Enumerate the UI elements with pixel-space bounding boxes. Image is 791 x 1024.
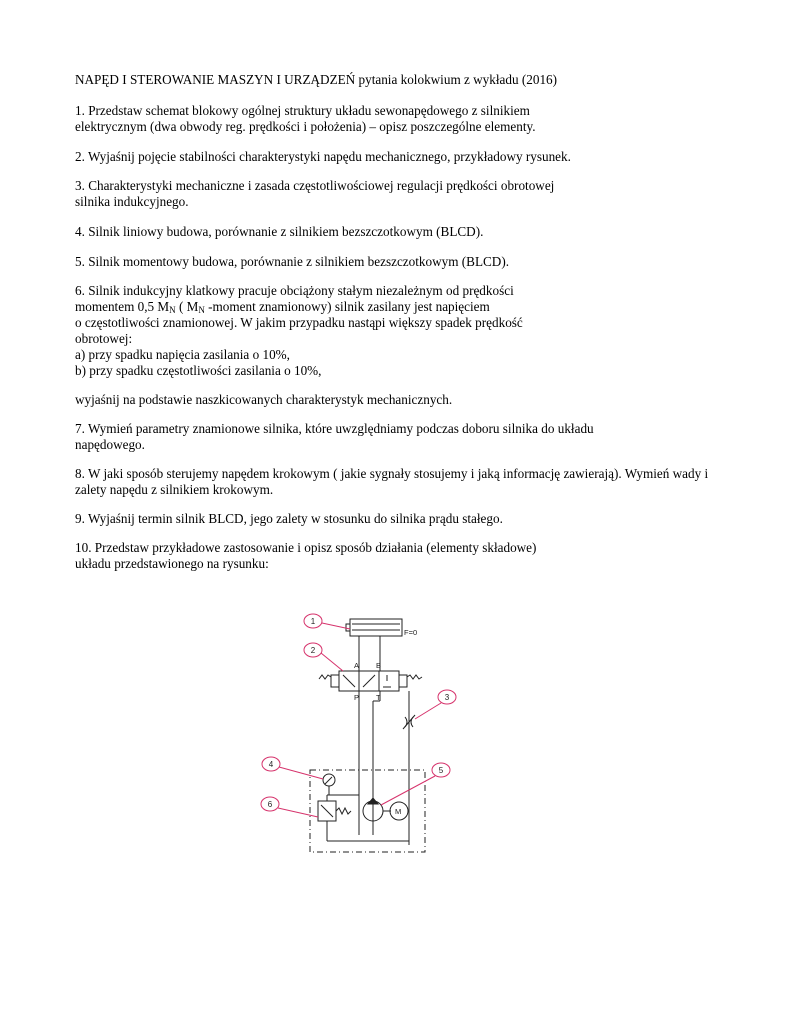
callout-6: 6 [267,800,273,809]
question-10-line-1: 10. Przedstaw przykładowe zastosowanie i opisz sposób działania (elementy składowe) [75,540,537,555]
motor-label: M [395,807,402,816]
q6-subscript-n2: N [198,305,205,315]
relief-valve-symbol [318,795,409,841]
question-5: 5. Silnik momentowy budowa, porównanie z silnikiem bezszczotkowym (BLCD). [75,254,510,269]
question-1-line-2: elektrycznym (dwa obwody reg. prędkości i położenia) – opisz poszczególne elementy. [75,119,536,134]
q6-text-a: momentem 0,5 M [75,299,170,314]
callout-1: 1 [310,617,316,626]
question-3-line-2: silnika indukcyjnego. [75,194,189,209]
question-6-line-3: o częstotliwości znamionowej. W jakim przypadku nastąpi większy spadek prędkość [75,315,523,330]
question-1-line-1: 1. Przedstaw schemat blokowy ogólnej struktury układu sewonapędowego z silnikiem [75,103,530,118]
question-8-line-2: zalety napędu z silnikiem krokowym. [75,482,274,497]
q6-text-b: ( M [175,299,199,314]
question-6-option-a: a) przy spadku napięcia zasilania o 10%, [75,347,290,362]
throttle-valve-symbol [403,691,415,845]
hydraulic-diagram [255,605,465,860]
question-7-line-2: napędowego. [75,437,145,452]
question-6-line-4: obrotowej: [75,331,133,346]
q6-text-c: -moment znamionowy) silnik zasilany jest napięciem [204,299,490,314]
document-title: NAPĘD I STEROWANIE MASZYN I URZĄDZEŃ pytania kolokwium z wykładu (2016) [75,72,558,87]
question-4: 4. Silnik liniowy budowa, porównanie z silnikiem bezszczotkowym (BLCD). [75,224,484,239]
pump-symbol [363,798,408,821]
callout-3: 3 [444,693,450,702]
question-10-line-2: układu przedstawionego na rysunku: [75,556,269,571]
callout-2: 2 [310,646,316,655]
question-9: 9. Wyjaśnij termin silnik BLCD, jego zalety w stosunku do silnika prądu stałego. [75,511,503,526]
callout-4: 4 [268,760,274,769]
q6-subscript-n1: N [169,305,176,315]
question-6-line-2 [75,299,490,315]
question-7-line-1: 7. Wymień parametry znamionowe silnika, które uwzględniamy podczas doboru silnika do układu [75,421,594,436]
question-6-option-b: b) przy spadku częstotliwości zasilania o 10%, [75,363,322,378]
port-a-label: A [354,661,360,670]
directional-valve-symbol [319,648,422,691]
force-label: F=0 [404,628,418,637]
port-t-label: T [376,693,381,702]
question-8-line-1: 8. W jaki sposób sterujemy napędem krokowym ( jakie sygnały stosujemy i jaką informację zawierają). Wymień wady i [75,466,709,481]
question-6-line-7: wyjaśnij na podstawie naszkicowanych charakterystyk mechanicznych. [75,392,453,407]
callout-5: 5 [438,766,444,775]
port-b-label: B [376,661,382,670]
port-p-label: P [354,693,360,702]
question-6-line-1: 6. Silnik indukcyjny klatkowy pracuje obciążony stałym niezależnym od prędkości [75,283,514,298]
cylinder-symbol [346,619,402,648]
question-3-line-1: 3. Charakterystyki mechaniczne i zasada częstotliwościowej regulacji prędkości obrotowej [75,178,555,193]
question-2: 2. Wyjaśnij pojęcie stabilności charakterystyki napędu mechanicznego, przykładowy rysunek. [75,149,571,164]
pressure-gauge-symbol [323,774,335,795]
